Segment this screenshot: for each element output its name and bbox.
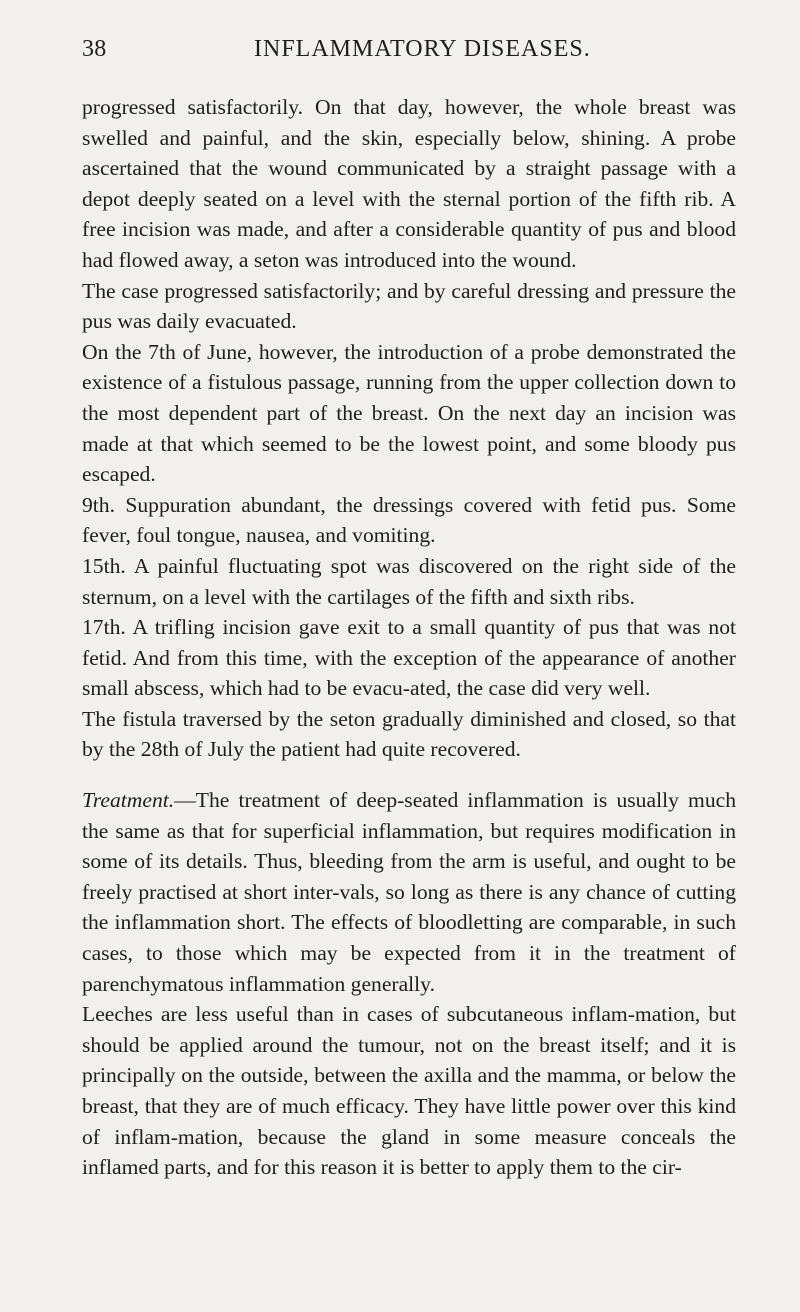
paragraph-4: 9th. Suppuration abundant, the dressings covered with fetid pus. Some fever, foul tongue, nausea, and vomiting. [82,492,736,548]
paragraph-3: On the 7th of June, however, the introduction of a probe demonstrated the existence of a fistulous passage, running from the upper collection down to the most dependent part of the breast. On the next day an incision was made at that which seemed to be the lowest point, and some bloody pus escaped. [82,339,736,487]
treatment-paragraph-2: Leeches are less useful than in cases of subcutaneous inflam-mation, but should be applied around the tumour, not on the breast itself; and it is principally on the outside, between the axilla and the mamma, or below the breast, that they are of much efficacy. They have little power over this kind of inflam-mation, because the gland in some measure conceals the inflamed parts, and for this reason it is better to apply them to the cir- [82,1002,736,1180]
page-header [82,36,736,72]
paragraph-1: progressed satisfactorily. On that day, however, the whole breast was swelled and painful, and the skin, especially below, shining. A probe ascertained that the wound communicated by a straight passage with a depot deeply seated on a level with the sternal portion of the fifth rib. A free incision was made, and after a considerable quantity of pus and blood had flowed away, a seton was introduced into the wound. [82,95,736,272]
treatment-dash: — [174,788,196,813]
body-text [82,92,736,1183]
paragraph-5: 15th. A painful fluctuating spot was discovered on the right side of the sternum, on a level with the cartilages of the fifth and sixth ribs. [82,553,736,609]
treatment-text-1: The treatment of deep-seated inflammation is usually much the same as that for superficial inflammation, but requires modification in some of its details. Thus, bleeding from the arm is useful, and ought to be freely practised at short inter-vals, so long as there is any chance of cutting the inflammation short. The effects of bloodletting are comparable, in such cases, to those which may be expected from it in the treatment of parenchymatous inflammation generally. [82,788,736,996]
paragraph-2: The case progressed satisfactorily; and by careful dressing and pressure the pus was daily evacuated. [82,278,736,334]
treatment-paragraph-1 [82,785,736,999]
page-number: 38 [82,36,107,62]
section-gap [82,765,736,785]
paragraph-7: The fistula traversed by the seton gradually diminished and closed, so that by the 28th of July the patient had quite recovered. [82,706,736,762]
running-head: INFLAMMATORY DISEASES. [254,36,591,62]
paragraph-6: 17th. A trifling incision gave exit to a small quantity of pus that was not fetid. And from this time, with the exception of the appearance of another small abscess, which had to be evacu-ated, the case did very well. [82,615,736,701]
treatment-heading: Treatment. [82,788,175,813]
